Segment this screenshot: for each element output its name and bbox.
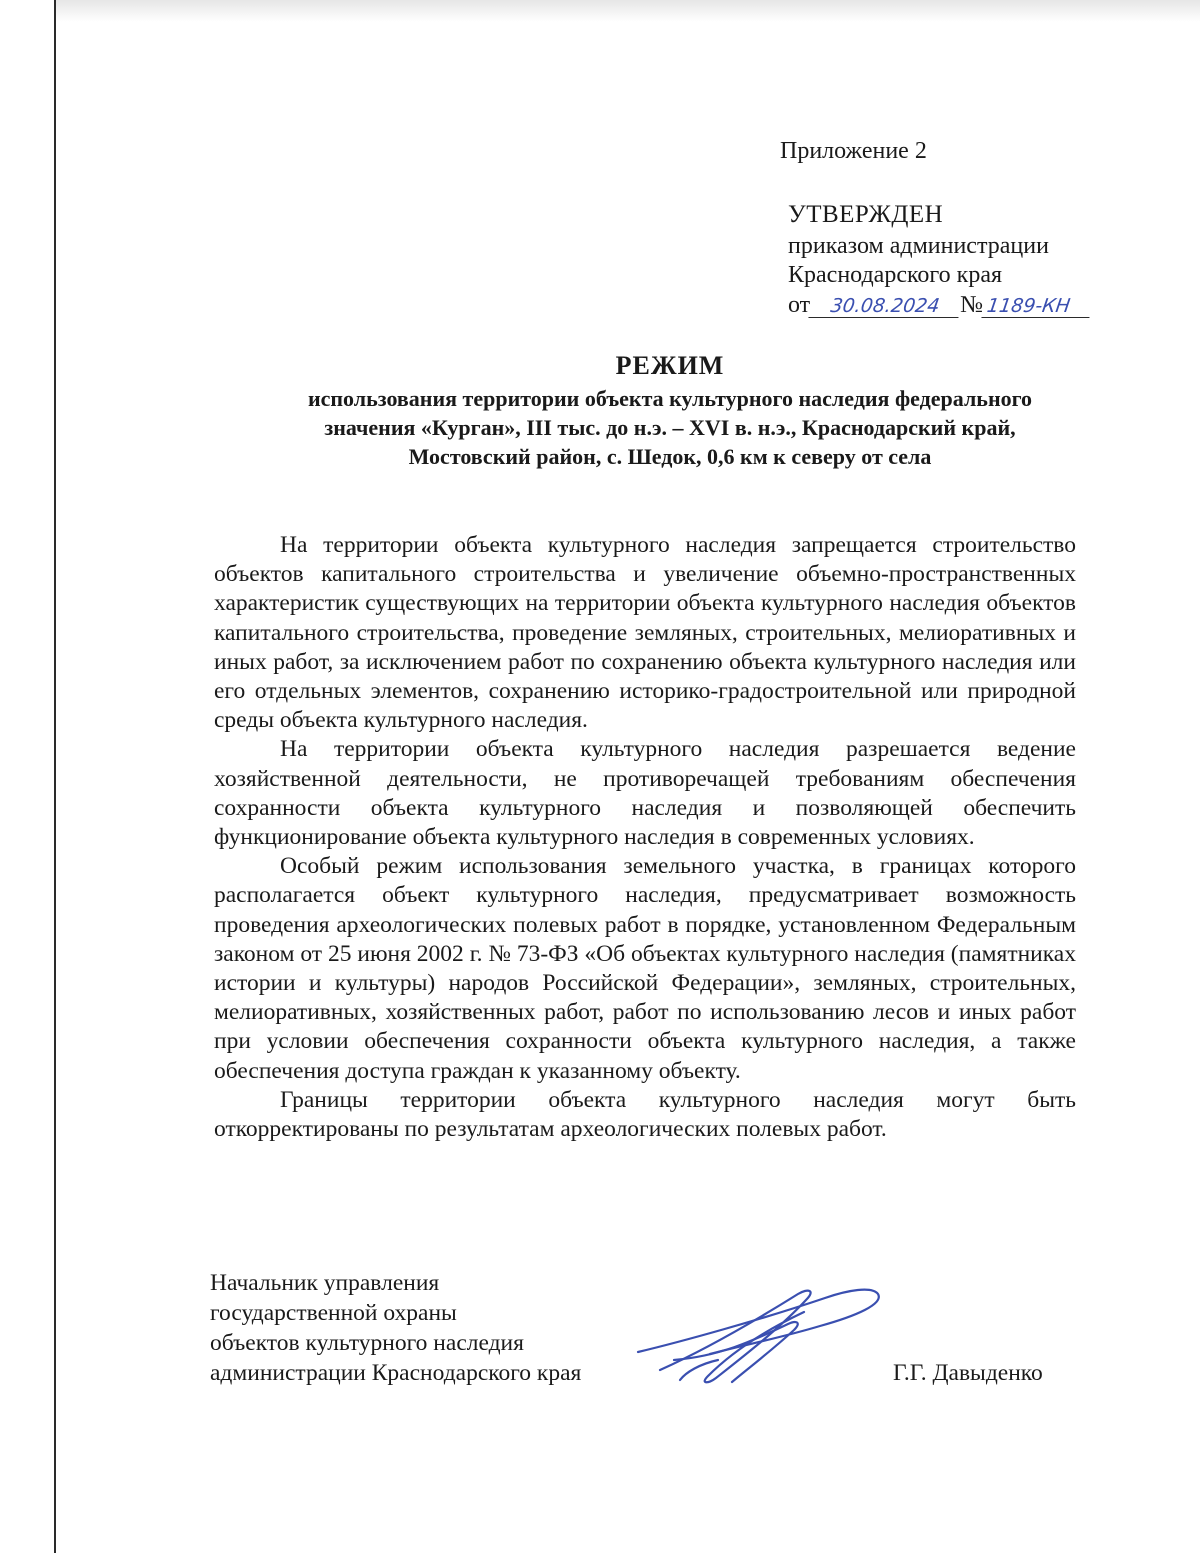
approval-order-line-2: Краснодарского края xyxy=(788,262,1003,288)
handwritten-date: 30.08.2024 xyxy=(809,295,962,318)
paragraph-special-regime: Особый режим использования земельного участка, в границах которого располагается объект культурного наследия, предусматривает возможность проведения археологических полевых работ в порядке, установленном Федеральным законом от 25 июня 2002 г. № 73-ФЗ «Об объектах культурного наследия (памятниках истории и культуры) народов Российской Федерации», земляных, строительных, мелиоративных, хозяйственных работ, работ по использованию лесов и иных работ при условии обеспечения сохранности объекта культурного наследия, а также обеспечения доступа граждан к указанному объекту. xyxy=(214,853,1076,1084)
signer-position-line-2: государственной охраны xyxy=(210,1300,457,1326)
signer-name: Г.Г. Давыденко xyxy=(893,1360,1043,1386)
approval-date-number-line xyxy=(788,290,1091,320)
document-subtitle-line-1: использования территории объекта культурного наследия федерального xyxy=(307,386,1033,411)
paragraph-boundaries: Границы территории объекта культурного наследия могут быть откорректированы по результатам археологических полевых работ. xyxy=(214,1086,1076,1143)
page-edge xyxy=(54,0,56,1553)
date-prefix: от xyxy=(788,292,811,318)
document-subtitle-line-2: значения «Курган», III тыс. до н.э. – XVI в. н.э., Краснодарский край, xyxy=(324,415,1016,440)
signer-position-line-3: объектов культурного наследия xyxy=(210,1330,524,1356)
signer-position xyxy=(210,1268,581,1388)
signer-position-line-1: Начальник управления xyxy=(210,1270,440,1296)
scan-shadow xyxy=(56,0,1200,22)
approval-order-line-1: приказом администрации xyxy=(788,233,1049,259)
paragraph-prohibitions: На территории объекта культурного наследия запрещается строительство объектов капитального строительства и увеличение объемно-пространственных характеристик существующих на территории объекта культурного наследия объектов капитального строительства, проведение земляных, строительных, мелиоративных и иных работ, за исключением работ по сохранению объекта культурного наследия или его отдельных элементов, сохранению историко-градостроительной или природной среды объекта культурного наследия. xyxy=(214,532,1076,734)
document-title: РЕЖИМ xyxy=(615,351,725,380)
document-subtitle-line-3: Мостовский район, с. Шедок, 0,6 км к северу от села xyxy=(408,444,932,469)
handwritten-number: 1189-КН xyxy=(981,295,1092,318)
signer-position-line-4: администрации Краснодарского края xyxy=(210,1360,582,1386)
number-prefix: № xyxy=(960,292,984,318)
handwritten-signature xyxy=(620,1272,890,1397)
document-body xyxy=(214,531,1076,1144)
paragraph-permitted-activity: На территории объекта культурного наследия разрешается ведение хозяйственной деятельности, не противоречащей требованиям обеспечения сохранности объекта культурного наследия и позволяющей обеспечить функционирование объекта культурного наследия в современных условиях. xyxy=(214,736,1076,851)
approval-title: УТВЕРЖДЕН xyxy=(788,201,944,228)
appendix-label: Приложение 2 xyxy=(780,138,927,164)
